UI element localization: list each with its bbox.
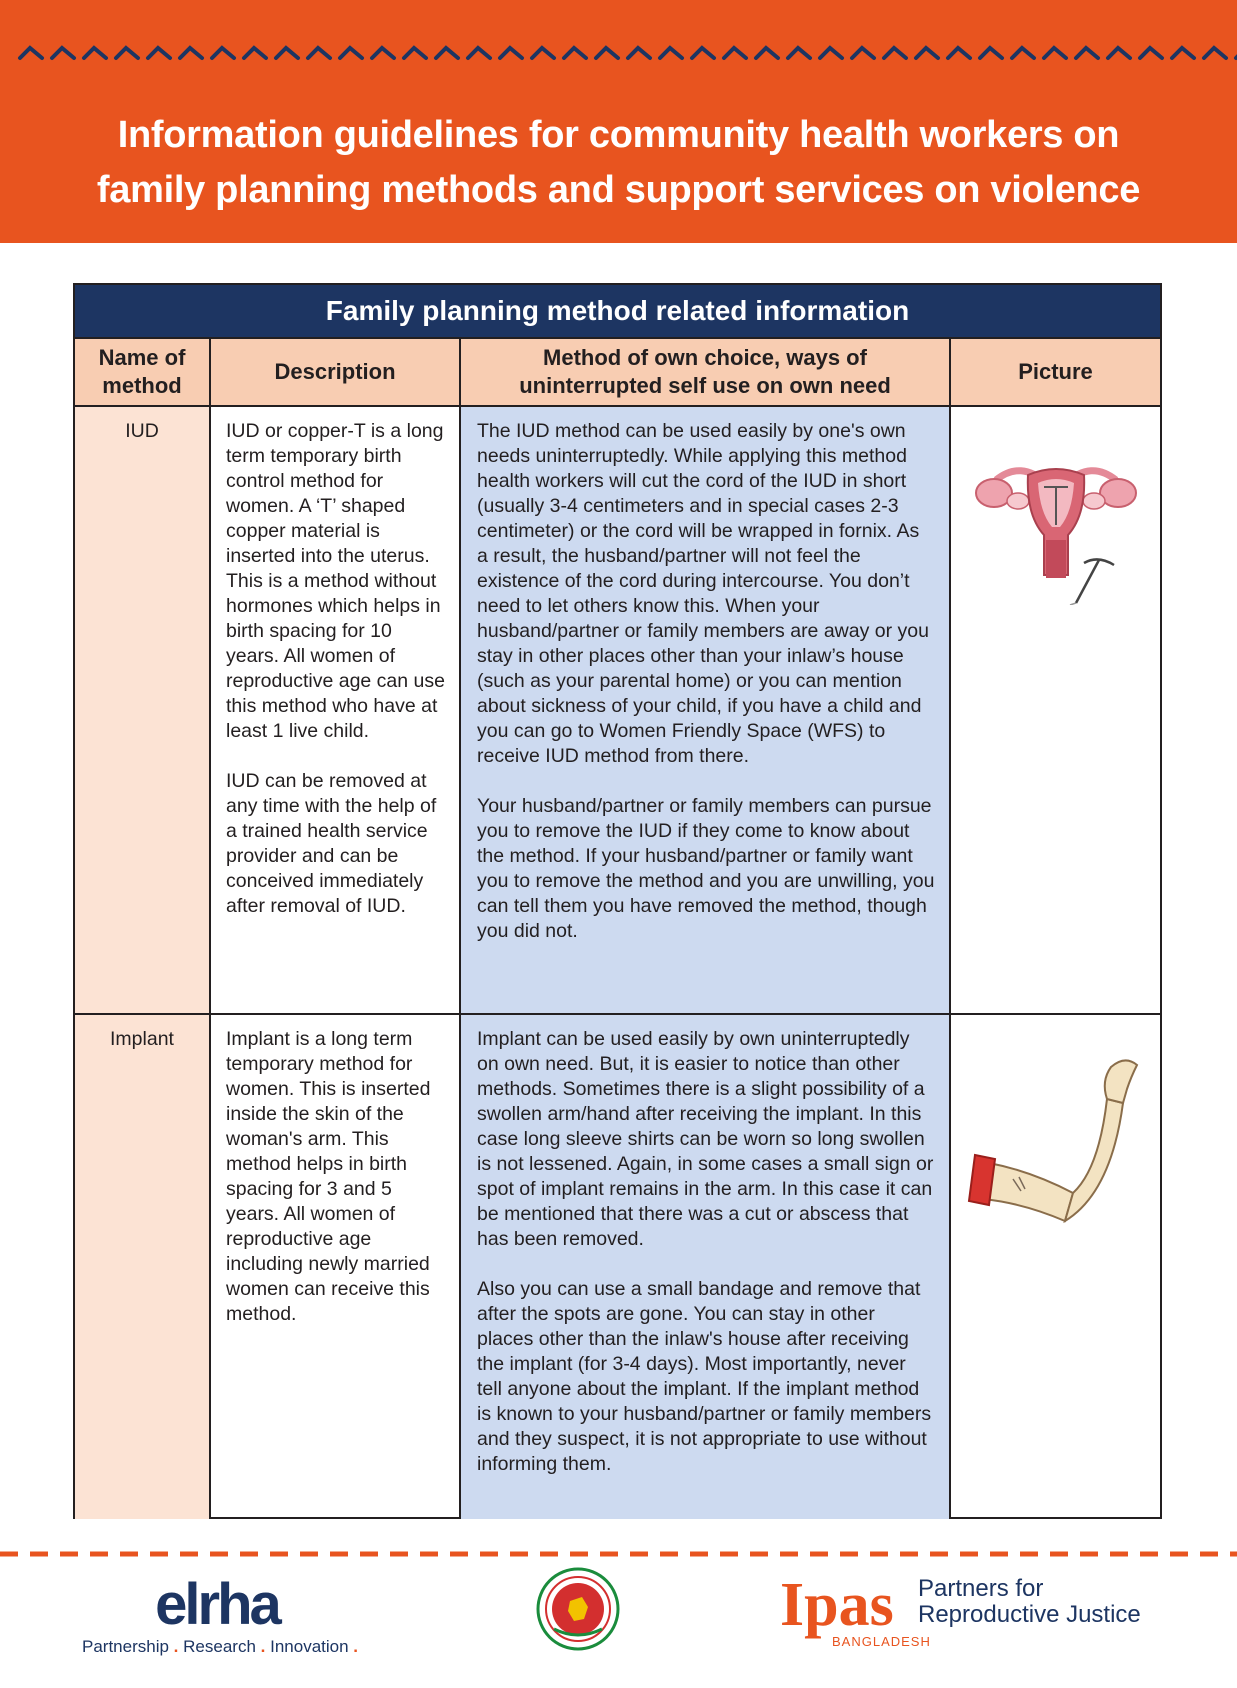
row-iud-name-label: IUD <box>125 420 159 442</box>
row-implant-description <box>211 1015 459 1519</box>
zigzag-stroke <box>308 48 330 58</box>
government-seal-icon <box>536 1567 620 1651</box>
zigzag-stroke <box>1012 48 1034 58</box>
zigzag-stroke <box>116 48 138 58</box>
divider <box>459 337 461 1519</box>
ipas-tagline-line1: Partners for <box>918 1575 1044 1602</box>
zigzag-stroke <box>788 48 810 58</box>
info-table <box>73 283 1162 1519</box>
zigzag-stroke <box>852 48 874 58</box>
iud-method-para2: Your husband/partner or family members can pursue you to remove the IUD if they come to know about the method. If your husband/partner or family want you to remove the method and you are unwilling, you can tell them you have removed the method, though you did not. <box>477 795 935 942</box>
iud-description-para2: IUD can be removed at any time with the help of a trained health service provider and can be conceived immediately after removal of IUD. <box>226 770 437 917</box>
row-implant-name-label: Implant <box>110 1028 174 1050</box>
zigzag-stroke <box>1204 48 1226 58</box>
row-iud-name <box>75 407 209 1013</box>
zigzag-stroke <box>84 48 106 58</box>
table-title: Family planning method related information <box>75 285 1160 337</box>
col-header-picture <box>951 337 1160 407</box>
col-header-name-label: Name of method <box>98 345 186 398</box>
row-iud-description <box>211 407 459 1013</box>
zigzag-stroke <box>148 48 170 58</box>
col-header-description-label: Description <box>274 359 396 384</box>
zigzag-stroke <box>20 48 42 58</box>
row-iud-picture <box>951 407 1160 1013</box>
divider <box>949 337 951 1519</box>
zigzag-stroke <box>244 48 266 58</box>
row-divider <box>75 1013 1160 1015</box>
row-implant-name <box>75 1015 209 1519</box>
zigzag-stroke <box>404 48 426 58</box>
zigzag-stroke <box>884 48 906 58</box>
zigzag-stroke <box>948 48 970 58</box>
zigzag-stroke <box>628 48 650 58</box>
elrha-tag-word: Research <box>183 1637 256 1656</box>
zigzag-stroke <box>532 48 554 58</box>
ipas-wordmark: Ipas <box>780 1571 894 1639</box>
zigzag-pattern <box>0 38 1237 68</box>
zigzag-stroke <box>1076 48 1098 58</box>
zigzag-stroke <box>724 48 746 58</box>
zigzag-stroke <box>1172 48 1194 58</box>
elrha-tag-dot: . <box>260 1637 266 1656</box>
zigzag-stroke <box>916 48 938 58</box>
row-implant-method <box>461 1015 949 1519</box>
zigzag-stroke <box>756 48 778 58</box>
row-iud-method <box>461 407 949 1013</box>
zigzag-stroke <box>276 48 298 58</box>
implant-description-para1: Implant is a long term temporary method for women. This is inserted inside the skin of the woman's arm. This method helps in birth spacing for 3 and 5 years. All women of reproductive age including newly married women can receive this method. <box>226 1028 431 1325</box>
col-header-method <box>461 337 949 407</box>
col-header-description <box>211 337 459 407</box>
implant-method-para1: Implant can be used easily by own uninterruptedly on own need. But, it is easier to notice than other methods. Sometimes there is a slight possibility of a swollen arm/hand after receiving the implant. In this case long sleeve shirts can be worn so long swollen is not lessened. Again, in some cases a small sign or spot of implant remains in the arm. In this case it can be mentioned that there was a cut or abscess that has been removed. <box>477 1028 934 1250</box>
page-title-line2: family planning methods and support services on violence <box>96 169 1141 211</box>
zigzag-stroke <box>820 48 842 58</box>
iud-method-para1: The IUD method can be used easily by one's own needs uninterruptedly. While applying this method health workers will cut the cord of the IUD in short (usually 3-4 centimeters and in special cases 2-3 centimeter) or the cord will be wrapped in fornix. As a result, the husband/partner will not feel the existence of the cord during intercourse. You don’t need to let others know this. When your husband/partner or family members are away or you stay in other places other than your inlaw’s house (such as your parental home) or you can mention about sickness of your child, if you have a child and you can go to Women Friendly Space (WFS) to receive IUD method from there. <box>477 420 929 767</box>
col-header-picture-label: Picture <box>1018 359 1093 384</box>
divider <box>209 337 211 1519</box>
zigzag-stroke <box>340 48 362 58</box>
page-title <box>60 108 1177 218</box>
zigzag-stroke <box>372 48 394 58</box>
header-banner <box>0 0 1237 243</box>
zigzag-stroke <box>1044 48 1066 58</box>
zigzag-stroke <box>180 48 202 58</box>
zigzag-stroke <box>1140 48 1162 58</box>
elrha-tag-dot: . <box>173 1637 179 1656</box>
row-implant-picture <box>951 1015 1160 1519</box>
zigzag-stroke <box>980 48 1002 58</box>
zigzag-stroke <box>500 48 522 58</box>
elrha-tag-word: Innovation <box>270 1637 349 1656</box>
col-header-name <box>75 337 209 407</box>
col-header-method-label: Method of own choice, ways of uninterrupted self use on own need <box>519 345 891 398</box>
elrha-logo <box>82 1572 382 1657</box>
iud-description-para1: IUD or copper-T is a long term temporary birth control method for women. A ‘T’ shaped copper material is inserted into the uterus. This is a method without hormones which helps in birth spacing for 10 years. All women of reproductive age can use this method who have at least 1 live child. <box>226 420 445 742</box>
zigzag-stroke <box>52 48 74 58</box>
elrha-tag-dot: . <box>353 1637 359 1656</box>
dashed-divider <box>0 1551 1237 1557</box>
zigzag-stroke <box>564 48 586 58</box>
zigzag-stroke <box>468 48 490 58</box>
zigzag-stroke <box>660 48 682 58</box>
page-title-line1: Information guidelines for community health workers on <box>117 114 1120 156</box>
zigzag-stroke <box>212 48 234 58</box>
implant-method-para2: Also you can use a small bandage and remove that after the spots are gone. You can stay in other places other than the inlaw's house after receiving the implant (for 3-4 days). Most importantly, never tell anyone about the implant. If the implant method is known to your husband/partner or family members and they suspect, it is not appropriate to use without informing them. <box>477 1278 932 1475</box>
zigzag-stroke <box>1108 48 1130 58</box>
elrha-wordmark: elrha <box>155 1572 279 1637</box>
elrha-tag-word: Partnership <box>82 1637 169 1656</box>
elrha-tagline <box>82 1637 382 1657</box>
zigzag-stroke <box>692 48 714 58</box>
zigzag-stroke <box>596 48 618 58</box>
ipas-tagline <box>918 1576 1178 1628</box>
arm-with-implant-icon <box>961 1043 1151 1243</box>
ipas-country: BANGLADESH <box>832 1634 931 1649</box>
uterus-with-iud-icon <box>966 435 1146 605</box>
zigzag-stroke <box>436 48 458 58</box>
ipas-tagline-line2: Reproductive Justice <box>918 1601 1141 1628</box>
